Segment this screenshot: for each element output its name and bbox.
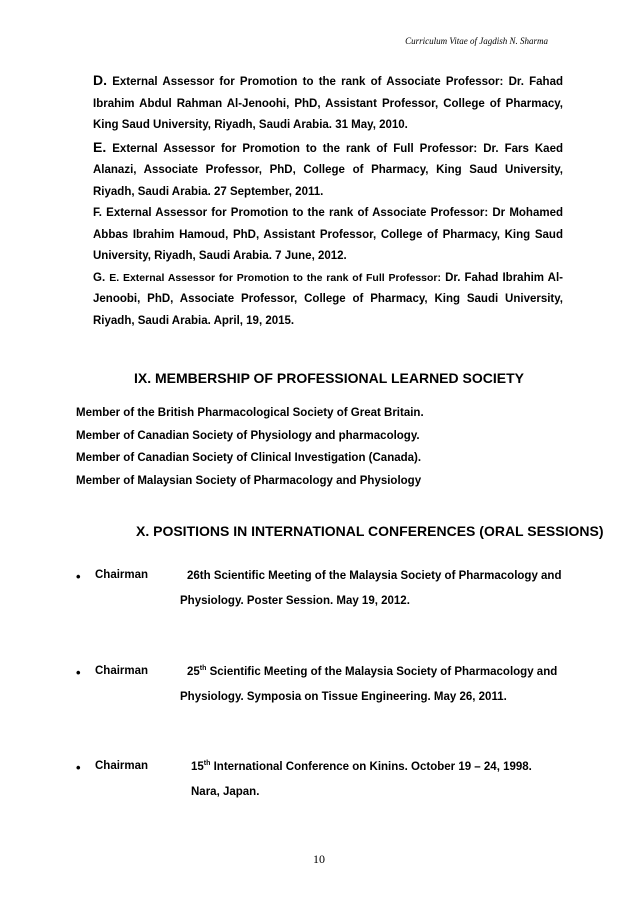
item-letter: F.: [93, 207, 102, 219]
ordinal-number: 25: [187, 666, 200, 678]
position-line-1: 26th Scientific Meeting of the Malaysia Society of Pharmacology and: [187, 570, 562, 582]
item-text: External Assessor for Promotion to the rank of Associate Professor: Dr Mohamed Abbas Ibrahim Hamoud, PhD, Assistant Professor, College of Pharmacy, King Saud University, Riyadh, Saudi Arabia. 7 June, 2012.: [93, 207, 563, 262]
membership-list: [76, 402, 424, 492]
position-description: [180, 564, 561, 614]
membership-item: Member of Canadian Society of Clinical Investigation (Canada).: [76, 452, 422, 464]
item-text-small: E. External Assessor for Promotion to the rank of Full Professor:: [109, 271, 441, 284]
assessor-item-e: [93, 137, 563, 204]
position-role: Chairman: [95, 665, 149, 677]
membership-item: Member of Canadian Society of Physiology and pharmacology.: [76, 429, 420, 442]
item-text: Dr. Fahad Ibrahim Al-Jenoobi, PhD, Associate Professor, College of Pharmacy, King Saudi University, Riyadh, Saudi Arabia. April, 19, 2015.: [93, 271, 563, 327]
position-line-1: [191, 755, 532, 780]
membership-title: IX. MEMBERSHIP OF PROFESSIONAL LEARNED SOCIETY: [134, 370, 524, 386]
ordinal-suffix: th: [199, 665, 207, 673]
item-text: External Assessor for Promotion to the rank of Associate Professor: Dr. Fahad Ibrahim Abdul Rahman Al-Jenoohi, PhD, Assistant Professor, College of Pharmacy, King Saud University, Riyadh, Saudi Arabia. 31 May, 2010.: [93, 76, 563, 131]
position-role: Chairman: [95, 569, 149, 581]
ordinal-number: 15: [191, 761, 204, 773]
bullet-icon: •: [76, 760, 81, 775]
assessor-item-f: [93, 203, 563, 268]
position-line-1-text: International Conference on Kinins. October 19 – 24, 1998.: [210, 761, 532, 773]
ordinal-suffix: th: [203, 760, 211, 768]
item-letter: D.: [93, 72, 107, 88]
position-description: [191, 755, 532, 805]
item-letter: G.: [93, 271, 106, 284]
membership-item: Member of the British Pharmacological Society of Great Britain.: [76, 407, 424, 419]
position-line-2: Physiology. Symposia on Tissue Engineering. May 26, 2011.: [180, 691, 507, 703]
bullet-icon: •: [76, 665, 81, 680]
item-text: External Assessor for Promotion to the rank of Full Professor: Dr. Fars Kaed Alanazi, Associate Professor, PhD, College of Pharmacy, King Saud University, Riyadh, Saudi Arabia. 27 September, 2011.: [93, 142, 563, 198]
position-description: [180, 660, 557, 710]
assessor-item-g: [93, 268, 563, 333]
position-line-1-text: Scientific Meeting of the Malaysia Society of Pharmacology and: [206, 666, 558, 678]
position-line-2: Physiology. Poster Session. May 19, 2012.: [180, 595, 410, 607]
position-line-2: Nara, Japan.: [191, 786, 260, 798]
bullet-icon: •: [76, 569, 81, 584]
membership-item: Member of Malaysian Society of Pharmacology and Physiology: [76, 474, 422, 487]
page-header: Curriculum Vitae of Jagdish N. Sharma: [405, 36, 548, 46]
assessor-item-d: [93, 70, 563, 137]
assessor-list: [93, 70, 563, 332]
positions-title: X. POSITIONS IN INTERNATIONAL CONFERENCES (ORAL SESSIONS): [136, 523, 604, 539]
item-letter: E.: [93, 138, 107, 155]
page-number: 10: [313, 852, 325, 866]
position-role: Chairman: [95, 760, 149, 772]
position-line-1: [180, 660, 557, 685]
